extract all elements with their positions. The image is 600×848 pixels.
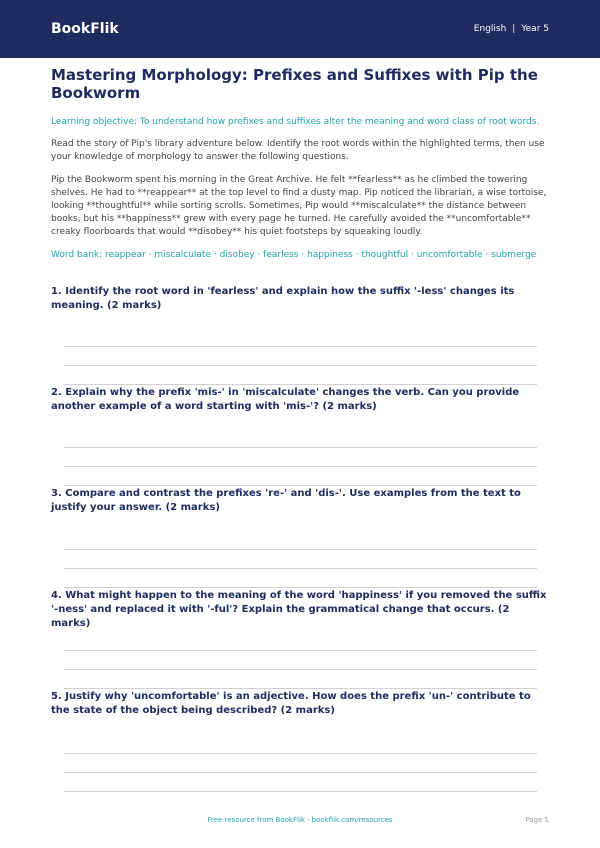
page-title: Mastering Morphology: Prefixes and Suffixes with Pip the Bookworm — [51, 66, 538, 102]
question-text: 5. Justify why 'uncomfortable' is an adjective. How does the prefix 'un-' contribute to the state of the object being described? (2 marks) — [51, 691, 531, 716]
word-bank: Word bank: reappear · miscalculate · disobey · fearless · happiness · thoughtful · uncomfortable · submerge — [51, 250, 537, 260]
brand-logo: BookFlik — [51, 21, 119, 37]
question-text: 4. What might happen to the meaning of the word 'happiness' if you removed the suffix '-ness' and replaced it with '-ful'? Explain the grammatical change that occurs. (2 marks) — [51, 590, 547, 629]
page-footer — [0, 816, 600, 830]
answer-line[interactable] — [64, 346, 537, 347]
page-header — [0, 0, 600, 58]
learning-objective: Learning objective: To understand how prefixes and suffixes alter the meaning and word class of root words. — [51, 117, 540, 127]
answer-line[interactable] — [64, 447, 537, 448]
question-5 — [51, 690, 549, 718]
meta-separator: | — [512, 24, 516, 34]
worksheet-intro — [51, 66, 549, 261]
question-text: 1. Identify the root word in 'fearless' and explain how the suffix '-less' changes its meaning. (2 marks) — [51, 286, 515, 311]
page-number: Page 1 — [525, 816, 549, 824]
question-3 — [51, 487, 549, 515]
footer-credit[interactable]: Free resource from BookFlik · bookflik.com/resources — [207, 816, 393, 824]
answer-line[interactable] — [64, 669, 537, 670]
answer-line[interactable] — [64, 650, 537, 651]
answer-line[interactable] — [64, 365, 537, 366]
answer-line[interactable] — [64, 384, 537, 385]
question-text: 2. Explain why the prefix 'mis-' in 'miscalculate' changes the verb. Can you provide another example of a word starting with 'mis-'? (2 marks) — [51, 387, 520, 412]
instructions: Read the story of Pip's library adventure below. Identify the root words within the highlighted terms, then use your knowledge of morphology to answer the following questions. — [51, 139, 545, 162]
question-2 — [51, 386, 549, 414]
story-text: Pip the Bookworm spent his morning in the Great Archive. He felt **fearless** as he climbed the towering shelves. He had to **reappear** at the top level to find a dusty map. Pip noticed the librarian, a wise tortoise, looking **thoughtful** while sorting scrolls. Sometimes, Pip would **miscalculate** the distance between books, but his **happiness** grew with every page he turned. He carefully avoided the **uncomfortable** creaky floorboards that would **disobey** his quiet footsteps by squeaking loudly. — [51, 175, 547, 237]
answer-line[interactable] — [64, 466, 537, 467]
question-1 — [51, 285, 549, 313]
answer-line[interactable] — [64, 549, 537, 550]
answer-line[interactable] — [64, 753, 537, 754]
year-label: Year 5 — [521, 24, 549, 34]
question-text: 3. Compare and contrast the prefixes 're-' and 'dis-'. Use examples from the text to justify your answer. (2 marks) — [51, 488, 521, 513]
answer-line[interactable] — [64, 772, 537, 773]
answer-line[interactable] — [64, 791, 537, 792]
question-4 — [51, 589, 549, 631]
subject-year — [474, 24, 549, 34]
answer-line[interactable] — [64, 568, 537, 569]
answer-line[interactable] — [64, 485, 537, 486]
answer-line[interactable] — [64, 688, 537, 689]
subject-label: English — [473, 24, 507, 34]
answer-line[interactable] — [64, 587, 537, 588]
